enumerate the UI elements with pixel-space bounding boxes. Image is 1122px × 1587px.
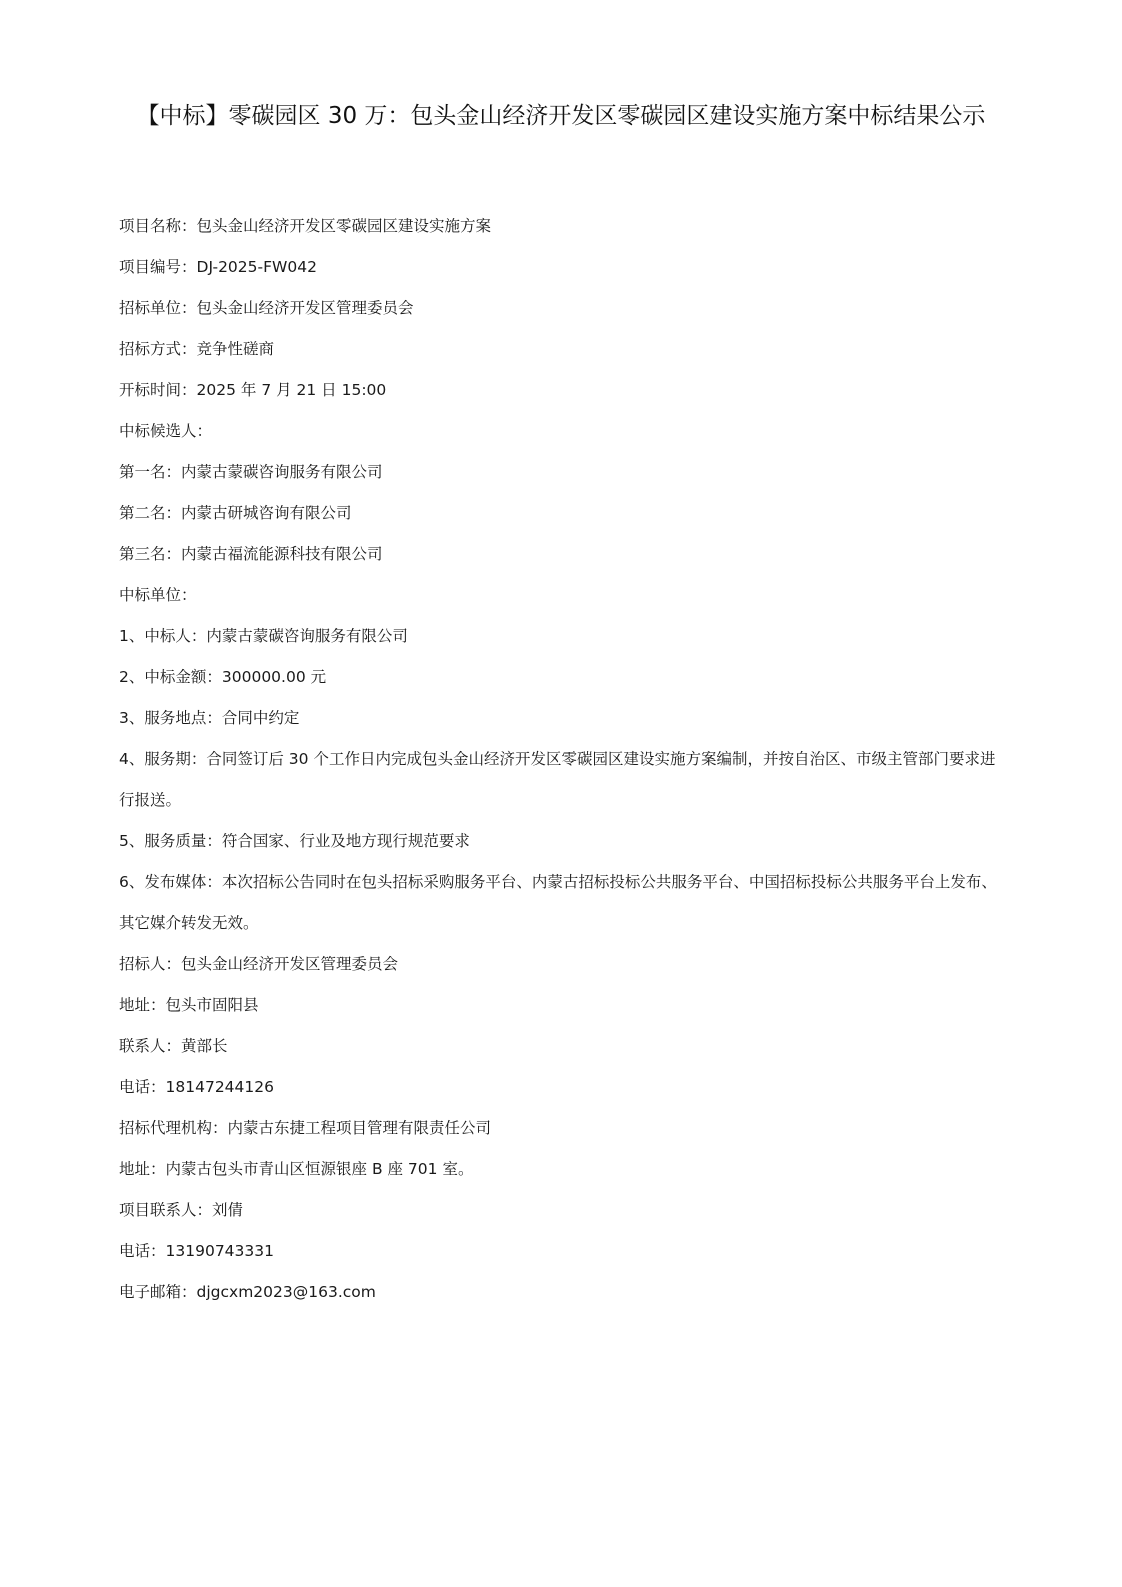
field-value: 刘倩 (212, 1201, 244, 1219)
field-value: 包头金山经济开发区管理委员会 (196, 299, 414, 317)
winner-item (119, 657, 999, 698)
tenderer-contact (119, 1026, 999, 1067)
field-label: 电话： (119, 1242, 166, 1260)
agency-email (119, 1272, 999, 1313)
winner-label: 4、服务期： (119, 750, 207, 768)
winner-value: 内蒙古蒙碳咨询服务有限公司 (206, 627, 408, 645)
field-label: 电话： (119, 1078, 166, 1096)
winner-item (119, 821, 999, 862)
winner-value: 300000.00 元 (221, 668, 327, 686)
field-project-name (119, 206, 999, 247)
winner-item (119, 616, 999, 657)
email-value: djgcxm2023@163.com (196, 1283, 376, 1301)
document-body (119, 206, 999, 1313)
field-value: 内蒙古东捷工程项目管理有限责任公司 (227, 1119, 492, 1137)
tenderer-address (119, 985, 999, 1026)
field-value: 包头金山经济开发区零碳园区建设实施方案 (196, 217, 492, 235)
tenderer-name (119, 944, 999, 985)
candidate-item (119, 534, 999, 575)
agency-address (119, 1149, 999, 1190)
field-bidding-method (119, 329, 999, 370)
winner-value: 合同签订后 30 个工作日内完成包头金山经济开发区零碳园区建设实施方案编制，并按自治区、市级主管部门要求进行报送。 (119, 750, 996, 809)
field-label: 联系人： (119, 1037, 182, 1055)
winner-item (119, 739, 999, 821)
candidate-item (119, 452, 999, 493)
tenderer-phone (119, 1067, 999, 1108)
winner-label: 6、发布媒体： (119, 873, 222, 891)
candidate-rank: 第二名： (119, 504, 182, 522)
candidate-rank: 第三名： (119, 545, 182, 563)
field-label: 开标时间： (119, 381, 197, 399)
candidate-name: 内蒙古福流能源科技有限公司 (181, 545, 383, 563)
field-bidding-unit (119, 288, 999, 329)
winner-value: 符合国家、行业及地方现行规范要求 (221, 832, 470, 850)
field-label: 招标人： (119, 955, 182, 973)
field-value: 18147244126 (165, 1078, 274, 1096)
agency-phone (119, 1231, 999, 1272)
field-label: 项目联系人： (119, 1201, 213, 1219)
field-value: 黄部长 (181, 1037, 228, 1055)
field-label: 招标方式： (119, 340, 197, 358)
field-value: 包头市固阳县 (165, 996, 259, 1014)
field-label: 项目名称： (119, 217, 197, 235)
candidate-rank: 第一名： (119, 463, 182, 481)
field-value: 2025 年 7 月 21 日 15:00 (196, 381, 387, 399)
winner-label: 3、服务地点： (119, 709, 222, 727)
field-project-code (119, 247, 999, 288)
winner-heading: 中标单位： (119, 586, 197, 604)
candidates-heading: 中标候选人： (119, 422, 213, 440)
winner-label: 5、服务质量： (119, 832, 222, 850)
winner-label: 2、中标金额： (119, 668, 222, 686)
candidate-name: 内蒙古研城咨询有限公司 (181, 504, 352, 522)
field-value: 内蒙古包头市青山区恒源银座 B 座 701 室。 (165, 1160, 474, 1178)
agency-contact (119, 1190, 999, 1231)
candidate-name: 内蒙古蒙碳咨询服务有限公司 (181, 463, 383, 481)
field-value: 13190743331 (165, 1242, 274, 1260)
winner-label: 1、中标人： (119, 627, 207, 645)
field-label: 招标单位： (119, 299, 197, 317)
field-value: 包头金山经济开发区管理委员会 (181, 955, 399, 973)
field-label: 地址： (119, 996, 166, 1014)
candidate-item (119, 493, 999, 534)
field-value: DJ-2025-FW042 (196, 258, 317, 276)
field-label: 招标代理机构： (119, 1119, 228, 1137)
winner-item (119, 862, 999, 944)
agency-name (119, 1108, 999, 1149)
winner-value: 合同中约定 (221, 709, 300, 727)
field-label: 电子邮箱： (119, 1283, 197, 1301)
field-value: 竞争性磋商 (196, 340, 275, 358)
winner-item (119, 698, 999, 739)
winner-value: 本次招标公告同时在包头招标采购服务平台、内蒙古招标投标公共服务平台、中国招标投标公共服务平台上发布、其它媒介转发无效。 (119, 873, 997, 932)
field-opening-time (119, 370, 999, 411)
field-label: 项目编号： (119, 258, 197, 276)
field-label: 地址： (119, 1160, 166, 1178)
document-title: 【中标】零碳园区 30 万：包头金山经济开发区零碳园区建设实施方案中标结果公示 (136, 103, 986, 129)
